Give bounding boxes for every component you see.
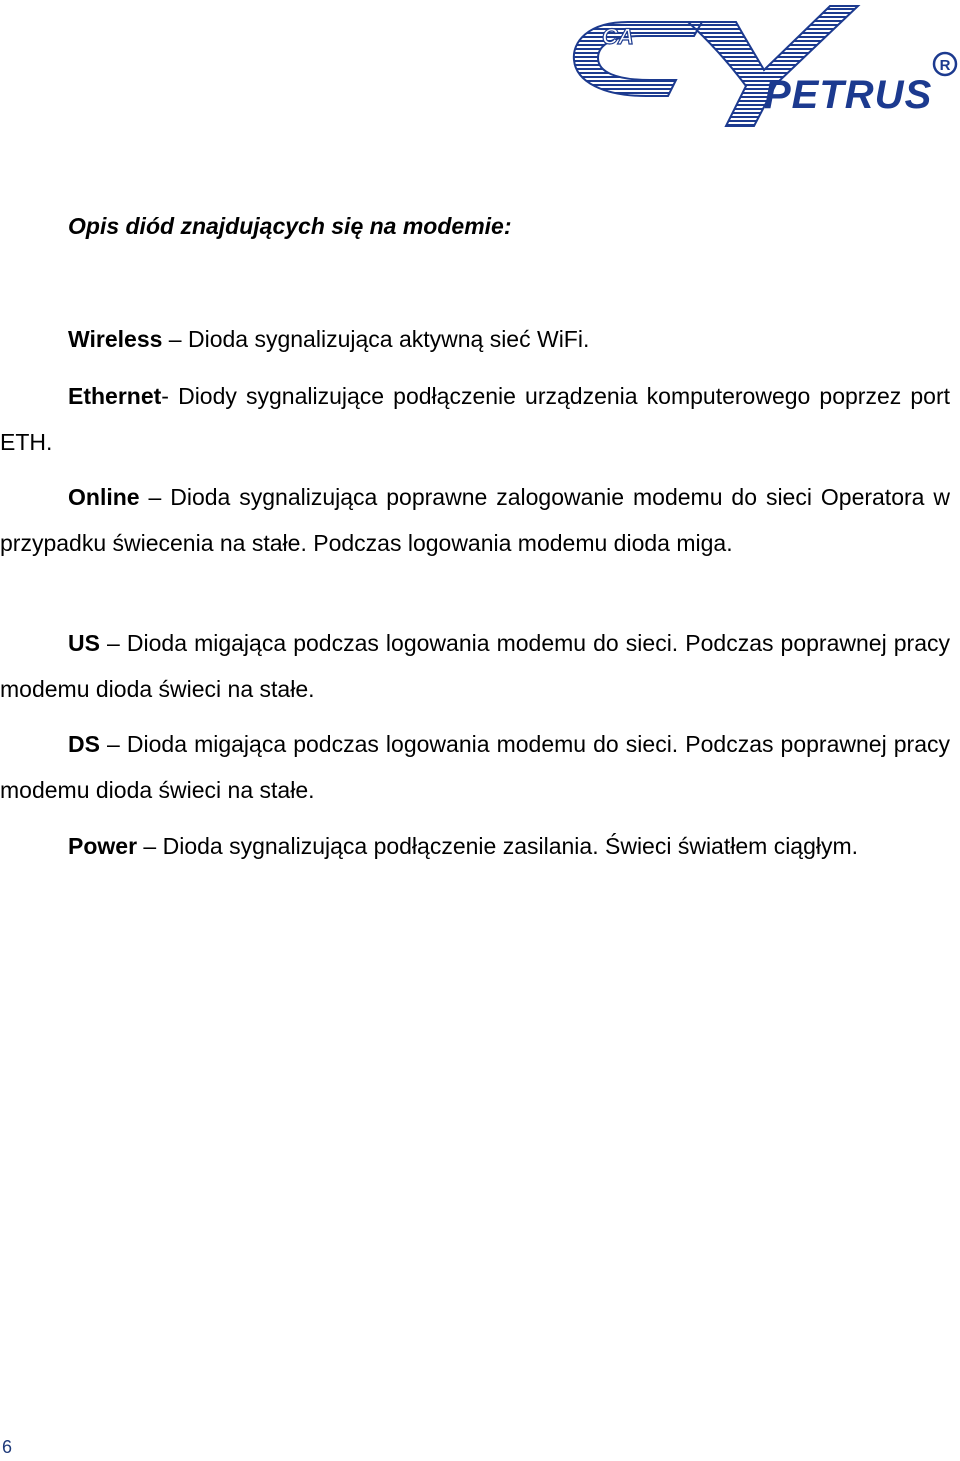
led-term: US [68, 630, 100, 656]
led-separator: – [137, 833, 163, 859]
led-entry-us [0, 620, 950, 712]
led-separator: – [99, 731, 127, 757]
led-entry-wireless [0, 316, 950, 362]
led-description: Dioda migająca podczas logowania modemu do sieci. Podczas poprawnej pracy modemu dioda świeci na stałe. [0, 731, 951, 803]
led-entry-power [0, 823, 950, 869]
logo-ring-shape [574, 22, 702, 96]
led-description: Dioda sygnalizująca podłączenie zasilania. Świeci światłem ciągłym. [162, 833, 859, 859]
led-description: Diody sygnalizujące podłączenie urządzenia komputerowego poprzez port ETH. [0, 383, 950, 455]
section-heading: Opis diód znajdujących się na modemie: [68, 213, 512, 239]
led-term: Wireless [68, 326, 163, 352]
led-description: Dioda sygnalizująca aktywną sieć WiFi. [187, 326, 590, 352]
page-number: 6 [2, 1437, 13, 1457]
led-description: Dioda migająca podczas logowania modemu do sieci. Podczas poprawnej pracy modemu dioda świeci na stałe. [0, 630, 951, 702]
led-entry-ds [0, 721, 950, 813]
led-entry-online [0, 474, 950, 566]
registered-trademark-icon [934, 53, 956, 75]
led-separator: – [99, 630, 127, 656]
logo-initials: CA [602, 24, 634, 49]
led-term: Ethernet [68, 383, 162, 409]
logo-brand-name: PETRUS [764, 73, 933, 117]
led-separator: – [162, 326, 188, 352]
led-term: Online [68, 484, 140, 510]
svg-text:R: R [939, 57, 951, 74]
led-term: DS [68, 731, 100, 757]
led-term: Power [68, 833, 138, 859]
led-description: Dioda sygnalizująca poprawne zalogowanie modemu do sieci Operatora w przypadku świecenia na stałe. Podczas logowania modemu dioda miga. [0, 484, 950, 556]
led-entry-ethernet [0, 373, 950, 465]
company-logo [568, 0, 960, 132]
led-separator: – [139, 484, 171, 510]
led-separator: - [161, 383, 179, 409]
